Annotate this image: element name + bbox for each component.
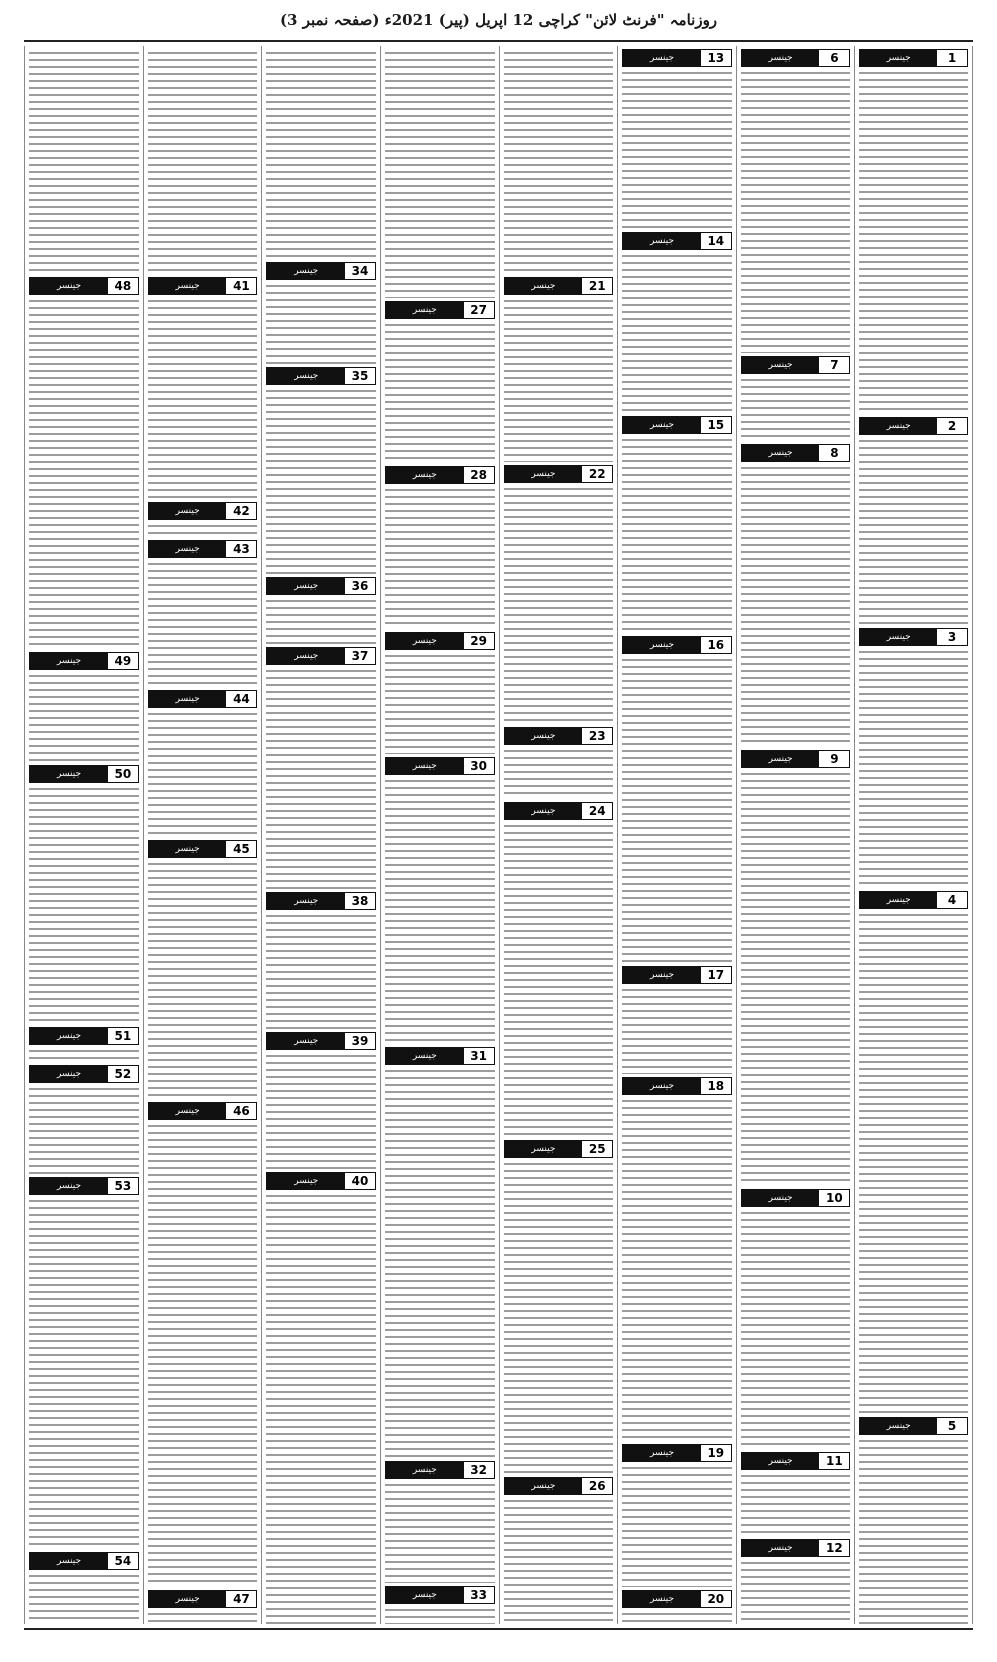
notice-number: 41 xyxy=(226,278,256,294)
notice-text xyxy=(504,297,614,462)
notice-number: 35 xyxy=(345,368,375,384)
notice-number: 40 xyxy=(345,1173,375,1189)
notice-24 xyxy=(504,799,614,1137)
notice-43 xyxy=(148,537,258,687)
notice-19 xyxy=(622,1441,732,1588)
notice-header xyxy=(622,416,732,434)
notice-header xyxy=(266,647,376,665)
notice-37 xyxy=(266,644,376,889)
notice-number: 51 xyxy=(108,1028,138,1044)
notice-text xyxy=(622,1464,732,1588)
notice-text xyxy=(741,1209,851,1449)
notice-text xyxy=(622,1097,732,1441)
notice-29 xyxy=(385,629,495,753)
notice-number: 2 xyxy=(937,418,967,434)
notice-13 xyxy=(622,46,732,229)
notice-text xyxy=(29,1572,139,1624)
notice-number: 19 xyxy=(701,1445,731,1461)
column-7 xyxy=(143,46,262,1624)
notice-header xyxy=(859,417,968,435)
notice-number: 38 xyxy=(345,893,375,909)
notice-53 xyxy=(29,1174,139,1549)
notice-header xyxy=(266,1172,376,1190)
notice-header xyxy=(385,1586,495,1604)
notice-label: جینسر xyxy=(149,691,227,707)
notice-label: جینسر xyxy=(30,1178,108,1194)
notice-label: جینسر xyxy=(623,1078,701,1094)
notice-number: 18 xyxy=(701,1078,731,1094)
notice-header xyxy=(29,1552,139,1570)
notice-text xyxy=(29,785,139,1025)
notice-text xyxy=(504,485,614,725)
notice-22 xyxy=(504,462,614,725)
notice-25 xyxy=(504,1137,614,1475)
notice-label: جینسر xyxy=(386,633,464,649)
notice-46 xyxy=(148,1099,258,1587)
notice-label: جینسر xyxy=(149,1103,227,1119)
notice-text xyxy=(385,777,495,1044)
notice-text xyxy=(148,560,258,687)
notice-16 xyxy=(622,633,732,963)
notice-label: جینسر xyxy=(742,1190,820,1206)
notice-text xyxy=(741,69,851,353)
notice-26 xyxy=(504,1474,614,1624)
notice-number: 24 xyxy=(582,803,612,819)
notice-header xyxy=(385,632,495,650)
notice-number: 54 xyxy=(108,1553,138,1569)
notice-12 xyxy=(741,1536,851,1624)
notice-header xyxy=(29,1177,139,1195)
notice-label: جینسر xyxy=(267,648,345,664)
notice-label: جینسر xyxy=(267,368,345,384)
notice-label: جینسر xyxy=(860,1418,937,1434)
notice-41 xyxy=(148,274,258,499)
column-2 xyxy=(736,46,855,1624)
notice-4 xyxy=(859,888,968,1414)
notice-header xyxy=(741,356,851,374)
notice-label: جینسر xyxy=(30,1028,108,1044)
notice-number: 50 xyxy=(108,766,138,782)
notice-38 xyxy=(266,889,376,1029)
notice-23 xyxy=(504,724,614,799)
notice-header xyxy=(148,540,258,558)
notice-number: 46 xyxy=(226,1103,256,1119)
notice-8 xyxy=(741,441,851,748)
notice-header xyxy=(29,765,139,783)
notice-number: 39 xyxy=(345,1033,375,1049)
notice-header xyxy=(622,966,732,984)
column-3 xyxy=(617,46,736,1624)
notice-text xyxy=(622,252,732,412)
notice-number: 49 xyxy=(108,653,138,669)
notice-text xyxy=(148,710,258,837)
notice-text xyxy=(266,387,376,574)
notice-text xyxy=(859,437,968,624)
notice-header xyxy=(741,1189,851,1207)
notice-number: 6 xyxy=(819,50,849,66)
notice-text xyxy=(29,672,139,762)
notice-label: جینسر xyxy=(623,967,701,983)
notice-header xyxy=(148,1590,258,1608)
notice-text xyxy=(266,282,376,364)
notice-label: جینسر xyxy=(149,841,227,857)
notice-header xyxy=(29,652,139,670)
notice-number: 30 xyxy=(464,758,494,774)
notice-text xyxy=(859,1437,968,1624)
notice-number: 12 xyxy=(819,1540,849,1556)
notice-text xyxy=(622,986,732,1073)
notice-40 xyxy=(266,1169,376,1624)
notice-number: 48 xyxy=(108,278,138,294)
notice-number: 36 xyxy=(345,578,375,594)
notice-header xyxy=(385,466,495,484)
notice-label: جینسر xyxy=(623,637,701,653)
notice-number: 47 xyxy=(226,1591,256,1607)
notice-header xyxy=(266,892,376,910)
notice-text xyxy=(29,1197,139,1549)
notice-39 xyxy=(266,1029,376,1169)
notice-label: جینسر xyxy=(149,541,227,557)
notice-11 xyxy=(741,1449,851,1537)
notice-text xyxy=(504,747,614,799)
notice-48 xyxy=(29,274,139,649)
notice-text xyxy=(622,1610,732,1624)
notice-number: 14 xyxy=(701,233,731,249)
notice-45 xyxy=(148,837,258,1100)
notice-label: جینسر xyxy=(623,417,701,433)
continued-text-block xyxy=(148,49,258,274)
notice-28 xyxy=(385,463,495,629)
notice-text xyxy=(266,1192,376,1624)
notice-header xyxy=(266,367,376,385)
notice-number: 37 xyxy=(345,648,375,664)
notice-number: 53 xyxy=(108,1178,138,1194)
notice-header xyxy=(504,277,614,295)
notice-header xyxy=(622,232,732,250)
notice-text xyxy=(266,912,376,1029)
notice-text xyxy=(859,69,968,414)
notice-number: 28 xyxy=(464,467,494,483)
notice-header xyxy=(859,49,968,67)
notice-number: 43 xyxy=(226,541,256,557)
notice-50 xyxy=(29,762,139,1025)
notice-17 xyxy=(622,963,732,1073)
notice-header xyxy=(29,1065,139,1083)
notice-label: جینسر xyxy=(267,263,345,279)
notice-label: جینسر xyxy=(386,467,464,483)
notice-number: 23 xyxy=(582,728,612,744)
notice-header xyxy=(622,1077,732,1095)
notice-label: جینسر xyxy=(386,1048,464,1064)
notice-label: جینسر xyxy=(742,1540,820,1556)
notice-label: جینسر xyxy=(30,278,108,294)
notice-label: جینسر xyxy=(623,1445,701,1461)
notice-5 xyxy=(859,1414,968,1624)
notice-text xyxy=(504,1497,614,1624)
notice-label: جینسر xyxy=(505,466,583,482)
column-4 xyxy=(499,46,618,1624)
notice-text xyxy=(29,297,139,649)
column-8 xyxy=(24,46,143,1624)
notice-label: جینسر xyxy=(267,1173,345,1189)
notice-2 xyxy=(859,414,968,624)
notice-text xyxy=(266,597,376,644)
notice-text xyxy=(148,522,258,537)
notice-header xyxy=(29,1027,139,1045)
masthead xyxy=(0,0,997,40)
notice-label: جینسر xyxy=(742,445,820,461)
notice-47 xyxy=(148,1587,258,1625)
notice-text xyxy=(385,1481,495,1582)
notice-label: جینسر xyxy=(30,1553,108,1569)
notice-header xyxy=(385,1461,495,1479)
notice-35 xyxy=(266,364,376,574)
notice-32 xyxy=(385,1458,495,1582)
notice-text xyxy=(859,648,968,888)
notice-text xyxy=(504,1160,614,1475)
notice-text xyxy=(741,464,851,748)
notice-number: 26 xyxy=(582,1478,612,1494)
notice-header xyxy=(504,727,614,745)
notice-text xyxy=(622,656,732,963)
notice-text xyxy=(29,1047,139,1062)
notice-header xyxy=(741,1539,851,1557)
column-6 xyxy=(261,46,380,1624)
notice-header xyxy=(266,1032,376,1050)
notice-header xyxy=(385,1047,495,1065)
notice-text xyxy=(504,822,614,1137)
notice-number: 31 xyxy=(464,1048,494,1064)
notice-number: 3 xyxy=(937,629,967,645)
notice-header xyxy=(266,262,376,280)
notice-label: جینسر xyxy=(742,751,820,767)
notice-header xyxy=(148,1102,258,1120)
notice-header xyxy=(385,757,495,775)
notice-label: جینسر xyxy=(386,758,464,774)
notice-3 xyxy=(859,625,968,888)
notice-header xyxy=(622,1590,732,1608)
notice-27 xyxy=(385,298,495,464)
notice-label: جینسر xyxy=(30,653,108,669)
notice-label: جینسر xyxy=(860,418,937,434)
notice-label: جینسر xyxy=(386,1587,464,1603)
notice-label: جینسر xyxy=(149,503,227,519)
notice-text xyxy=(741,770,851,1185)
notice-text xyxy=(741,376,851,441)
notice-number: 45 xyxy=(226,841,256,857)
notice-49 xyxy=(29,649,139,762)
notice-text xyxy=(148,1610,258,1625)
notice-54 xyxy=(29,1549,139,1624)
notice-51 xyxy=(29,1024,139,1062)
notice-label: جینسر xyxy=(623,50,701,66)
notice-34 xyxy=(266,259,376,364)
column-5 xyxy=(380,46,499,1624)
notice-label: جینسر xyxy=(149,278,227,294)
notice-20 xyxy=(622,1587,732,1624)
notice-33 xyxy=(385,1583,495,1624)
notice-number: 25 xyxy=(582,1141,612,1157)
notice-number: 7 xyxy=(819,357,849,373)
notice-label: جینسر xyxy=(505,278,583,294)
notice-label: جینسر xyxy=(623,233,701,249)
notice-number: 21 xyxy=(582,278,612,294)
notice-header xyxy=(741,444,851,462)
footer-rule xyxy=(24,1628,973,1630)
notice-label: جینسر xyxy=(742,357,820,373)
notice-header xyxy=(859,628,968,646)
notice-text xyxy=(385,321,495,464)
continued-text-block xyxy=(266,49,376,259)
notice-label: جینسر xyxy=(505,803,583,819)
notice-header xyxy=(859,891,968,909)
notice-text xyxy=(385,652,495,753)
notice-label: جینسر xyxy=(267,578,345,594)
notice-header xyxy=(741,1452,851,1470)
notice-number: 17 xyxy=(701,967,731,983)
notice-number: 22 xyxy=(582,466,612,482)
notice-label: جینسر xyxy=(505,1478,583,1494)
continued-text-block xyxy=(385,49,495,298)
notice-header xyxy=(504,1140,614,1158)
notice-header xyxy=(148,502,258,520)
notice-header xyxy=(29,277,139,295)
notice-header xyxy=(148,690,258,708)
notice-text xyxy=(148,297,258,499)
notice-number: 13 xyxy=(701,50,731,66)
notice-header xyxy=(622,1444,732,1462)
notice-21 xyxy=(504,274,614,462)
notice-30 xyxy=(385,754,495,1044)
notice-36 xyxy=(266,574,376,644)
continued-text-block xyxy=(29,49,139,274)
notice-number: 1 xyxy=(937,50,967,66)
notice-15 xyxy=(622,413,732,633)
notice-1 xyxy=(859,46,968,414)
notice-text xyxy=(741,1559,851,1624)
notice-label: جینسر xyxy=(267,1033,345,1049)
notice-9 xyxy=(741,747,851,1185)
notice-44 xyxy=(148,687,258,837)
notice-label: جینسر xyxy=(742,1453,820,1469)
masthead-title: روزنامہ "فرنٹ لائن" کراچی 12 اپریل (پیر) 2021ء (صفحہ نمبر 3) xyxy=(279,11,718,29)
notice-number: 34 xyxy=(345,263,375,279)
notice-label: جینسر xyxy=(860,50,937,66)
masthead-rule xyxy=(24,40,973,42)
notice-header xyxy=(504,1477,614,1495)
notice-label: جینسر xyxy=(623,1591,701,1607)
notice-7 xyxy=(741,353,851,441)
notice-label: جینسر xyxy=(860,892,937,908)
notice-text xyxy=(385,486,495,629)
notice-text xyxy=(385,1606,495,1624)
notice-header xyxy=(266,577,376,595)
notice-text xyxy=(622,69,732,229)
notice-10 xyxy=(741,1186,851,1449)
notice-number: 9 xyxy=(819,751,849,767)
notice-text xyxy=(266,667,376,889)
notice-number: 10 xyxy=(819,1190,849,1206)
notice-label: جینسر xyxy=(505,1141,583,1157)
notice-header xyxy=(622,49,732,67)
notice-52 xyxy=(29,1062,139,1175)
notice-label: جینسر xyxy=(386,302,464,318)
notice-header xyxy=(741,750,851,768)
notice-header xyxy=(622,636,732,654)
notice-label: جینسر xyxy=(267,893,345,909)
notice-42 xyxy=(148,499,258,537)
notice-header xyxy=(859,1417,968,1435)
notice-label: جینسر xyxy=(30,766,108,782)
notice-text xyxy=(385,1067,495,1458)
notice-number: 20 xyxy=(701,1591,731,1607)
notice-number: 27 xyxy=(464,302,494,318)
notice-text xyxy=(148,1122,258,1587)
notice-31 xyxy=(385,1044,495,1458)
notice-number: 42 xyxy=(226,503,256,519)
notice-number: 8 xyxy=(819,445,849,461)
column-1 xyxy=(854,46,973,1624)
notice-label: جینسر xyxy=(860,629,937,645)
notice-number: 44 xyxy=(226,691,256,707)
notice-number: 11 xyxy=(819,1453,849,1469)
notice-number: 32 xyxy=(464,1462,494,1478)
notice-text xyxy=(266,1052,376,1169)
notice-label: جینسر xyxy=(149,1591,227,1607)
notice-header xyxy=(148,277,258,295)
notice-text xyxy=(741,1472,851,1537)
notice-number: 16 xyxy=(701,637,731,653)
notice-header xyxy=(148,840,258,858)
notice-number: 52 xyxy=(108,1066,138,1082)
notice-6 xyxy=(741,46,851,353)
notice-number: 15 xyxy=(701,417,731,433)
notice-number: 33 xyxy=(464,1587,494,1603)
notice-header xyxy=(385,301,495,319)
notice-label: جینسر xyxy=(742,50,820,66)
notice-text xyxy=(622,436,732,633)
notice-text xyxy=(859,911,968,1414)
continued-text-block xyxy=(504,49,614,274)
notice-14 xyxy=(622,229,732,412)
notice-label: جینسر xyxy=(30,1066,108,1082)
notice-label: جینسر xyxy=(505,728,583,744)
notice-text xyxy=(29,1085,139,1175)
notice-header xyxy=(504,802,614,820)
notice-header xyxy=(741,49,851,67)
page-columns xyxy=(24,46,973,1624)
notice-number: 5 xyxy=(937,1418,967,1434)
notice-label: جینسر xyxy=(386,1462,464,1478)
notice-18 xyxy=(622,1074,732,1441)
notice-header xyxy=(504,465,614,483)
notice-text xyxy=(148,860,258,1100)
notice-number: 29 xyxy=(464,633,494,649)
notice-number: 4 xyxy=(937,892,967,908)
